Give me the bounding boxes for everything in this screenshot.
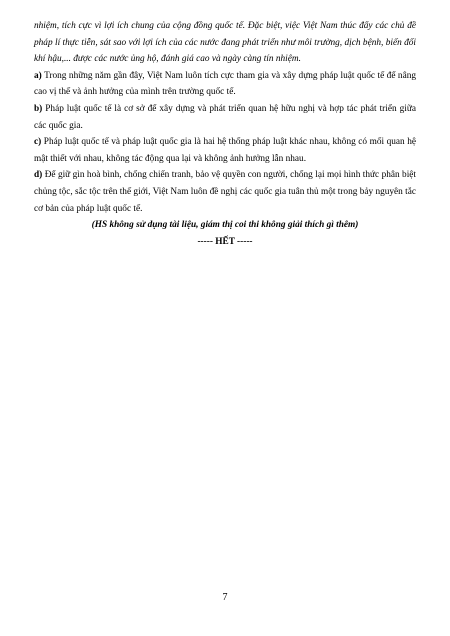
end-mark: ----- HẾT ----- xyxy=(197,236,253,247)
option-c-key: c) xyxy=(34,137,42,148)
option-c xyxy=(34,134,416,167)
exam-note: (HS không sử dụng tài liệu, giám thị coi thi không giải thích gì thêm) xyxy=(91,220,359,231)
intro-paragraph: nhiệm, tích cực vì lợi ích chung của cộng đồng quốc tế. Đặc biệt, việc Việt Nam thúc đẩy các chủ đề pháp lí thực tiễn, sát sao với lợi ích của các nước đang phát triển như môi trường, dịch bệnh, biến đổi khí hậu,... được các nước ủng hộ, đánh giá cao và ngày càng tín nhiệm. xyxy=(34,21,416,65)
option-d-key: d) xyxy=(34,170,43,181)
option-b xyxy=(34,101,416,134)
option-d xyxy=(34,167,416,217)
option-a xyxy=(34,68,416,101)
option-b-key: b) xyxy=(34,103,43,114)
page-number: 7 xyxy=(222,592,228,603)
option-a-key: a) xyxy=(34,70,42,81)
option-b-text: Pháp luật quốc tế là cơ sở để xây dựng và phát triển quan hệ hữu nghị và hợp tác phát triển giữa các quốc gia. xyxy=(34,103,416,131)
option-c-text: Pháp luật quốc tế và pháp luật quốc gia là hai hệ thống pháp luật khác nhau, không có mối quan hệ mật thiết với nhau, không tác động qua lại và không ảnh hưởng lẫn nhau. xyxy=(34,137,416,164)
option-a-text: Trong những năm gần đây, Việt Nam luôn tích cực tham gia và xây dựng pháp luật quốc tế để nâng cao vị thế và ảnh hưởng của mình trên trường quốc tế. xyxy=(34,70,417,98)
document-body xyxy=(34,18,416,250)
option-d-text: Để giữ gìn hoà bình, chống chiến tranh, bảo vệ quyền con người, chống lại mọi hình thức phân biệt chủng tộc, sắc tộc trên thế giới, Việt Nam luôn đề nghị các quốc gia tuân thủ một trong bảy nguyên tắc cơ bản của pháp luật quốc tế. xyxy=(34,170,416,214)
